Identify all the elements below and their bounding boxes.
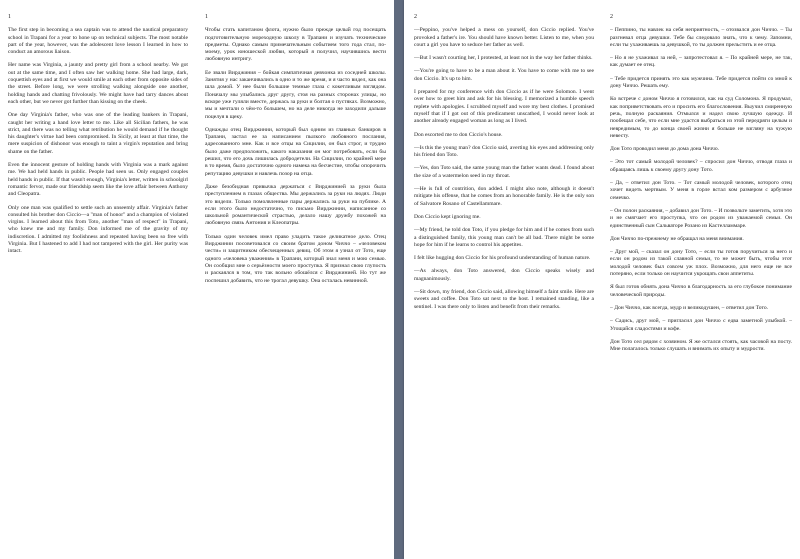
paragraph: Дон Тото сел рядом с хозяином. Я же остался стоять, как часовой на посту. Мне полагалось только слушать и внимать их опыту и мудрости. (610, 338, 792, 353)
paragraph: Don Ciccio kept ignoring me. (414, 213, 481, 220)
russian-column (610, 14, 792, 559)
english-column (414, 14, 594, 559)
page-number: 2 (610, 14, 613, 20)
document-page-1 (0, 0, 394, 559)
page-gutter (394, 0, 404, 559)
paragraph: The first step in becoming a sea captain was to attend the nautical preparatory school in Trapani for a year to hone up on technical subjects. The most notable part of the year, however, was the adolescent love lesson I learned in how to conduct an amorous liaison. (8, 27, 188, 56)
english-column (8, 14, 188, 559)
paragraph: Even the innocent gesture of holding hands with Virginia was a mark against me. We had held hands in public. People had seen us. Only engaged couples held hands in public. If that wasn't enough, Virginia's letter, written in schoolgirl romantic fervor, made our friendship seem like the love affair between Anthony and Cleopatra. (8, 162, 188, 198)
paragraph: – Друг мой, – сказал он дону Тото, – если ты готов поручиться за него и если он родом из такой славной семьи, то не может быть, чтобы этот молодой человек был совсем уж плох. Возможно, для него еще не все потеряно, если только он научится укрощать свои аппетиты. (610, 249, 792, 278)
paragraph: Only one man was qualified to settle such an unseemly affair. Virginia's father consulted his brother don Ciccio—a "man of honor" and a champion of violated virgins. I learned about this from Toto, another "man of respect" in Trapani, who knew me and my family. Don informed me of the gravity of my indiscretion. I admitted my foolishness and repeated having been so free with Virginia. But I hastened to add I had not tampered with the girl. Her purity was intact. (8, 204, 188, 255)
paragraph: Только один человек имел право уладить такое деликатное дело. Отец Вирджинии посоветовался со своим братом доном Чиччо – «человеком чести» и защитником обесчещенных девиц. Об этом я узнал от Тото, еще одного «человека уважения» в Трапани, который знал меня и мою семью. Он сообщил мне о серьёзности моего проступка. Я признал свою глупость и раскаялся в том, что так вольно обошёлся с Вирджинией. Но тут же поспешил добавить, что не трогал девушку. Она осталась невинной. (205, 233, 386, 284)
paragraph: Я был готов обнять дона Чиччо в благодарность за его глубокое понимание человеческой природы. (610, 284, 792, 298)
paragraph: —As always, don Toto answered, don Ciccio speaks wisely and magnanimously. (414, 268, 594, 282)
paragraph: —Is this the young man? don Ciccio said, averting his eyes and addressing only his friend don Toto. (414, 144, 594, 159)
paragraph: – Это тот самый молодой человек? – спросил дон Чиччо, отводя глаза и обращаясь лишь к своему другу дону Тото. (610, 159, 792, 173)
russian-column (205, 14, 386, 559)
paragraph: Her name was Virginia, a jaunty and pretty girl from a school nearby. We got out at the same time, and I often saw her walking home. She had large, dark, coquettish eyes and at first we would smile at each other from opposite sides of the street. Before long, we were strolling walking alongside one another, holding hands and chatting frivolously. We might have had tarry dances about each other, but we never got further than kissing on the cheek. (8, 62, 188, 105)
paragraph: Don escorted me to don Ciccio's house. (414, 131, 503, 138)
paragraph: – Тебе придется принять это как мужчина. Тебе придется пойти со мной к дону Чиччо. Решать ему. (610, 75, 792, 90)
paragraph: – Дон Чиччо, как всегда, мудр и великодушен, – ответил дон Тото. (610, 304, 769, 311)
paragraph: —Peppino, you've helped a mess on yourself, don Ciccio replied. You've provoked a father's ire. You should have known better. Listen to me, when you court a girl you have to seduce her father as well. (414, 27, 594, 48)
paragraph: – Садись, друг мой, – пригласил дон Чиччо с едва заметной улыбкой. – Угощайся сладостями и кофе. (610, 318, 792, 332)
page-number: 1 (8, 14, 11, 20)
paragraph: Даже безобидная привычка держаться с Вирджинией за руки была преступлением в глазах общества. Мы держались за руки на людях. Люди это видели. Только помолвленные пары держались за руки на публике. А если этого было недостаточно, то письмо Вирджинии, написанное со школьной романтической страстью, делало нашу дружбу похожей на любовную связь Антония и Клеопатры. (205, 183, 386, 227)
page-number: 1 (205, 14, 208, 20)
paragraph: —But I wasn't courting her, I protested, at least not in the way her father thinks. (414, 55, 593, 62)
paragraph: – Но я не ухаживал за ней, – запротестовал я. – По крайней мере, не так, как думает ее отец. (610, 55, 792, 69)
paragraph: —Sit down, my friend, don Ciccio said, allowing himself a faint smile. Here are sweets and coffee. Don Toto sat next to the host. I remained standing, like a sentinel. I was there only to listen and benefit from their remarks. (414, 289, 594, 310)
paragraph: Ее звали Вирджиния – бойкая симпатичная девчонка из соседней школы. Занятия у нас заканчивались в одно и то же время, и я часто видел, как она шла домой. У нее были большие темные глаза с кокетливым взглядом. Поначалу мы улыбались друг другу, стоя на разных сторонах улицы, но вскоре уже гуляли вместе, держась за руки и болтая о пустяках. Возможно, мы и мечтали о чём-то большем, но на деле никогда не заходили дальше поцелуя в щеку. (205, 69, 386, 120)
paragraph: Дон Тото проводил меня до дома дона Чиччо. (610, 146, 720, 153)
paragraph: —He is full of contrition, don added. I might also note, although it doesn't mitigate his offense, that he comes from an honorable family. He is the only son of Salvatore Rosano of Castellammare. (414, 186, 594, 207)
paragraph: Дон Чиччо по-прежнему не обращал на меня внимания. (610, 235, 744, 242)
page-number: 2 (414, 14, 417, 20)
document-page-2 (404, 0, 800, 559)
paragraph: – Пеппино, ты навлек на себя неприятность, – отозвался дон Чиччо. – Ты разгневал отца девушки. Тебе бы следовало знать, что к чему. Запомни, если ты ухаживаешь за девушкой, то ты должен прельстить и ее отца. (610, 27, 792, 48)
paragraph: —My friend, he told don Toto, if you pledge for him and if he comes from such a distinguished family, this young man can't be all bad. There might be some hope for him if he learns to control his appetites. (414, 227, 594, 248)
paragraph: Ко встрече с доном Чиччо я готовился, как на суд Соломона. Я продумал, как поприветствовать его и просить его благословения. Выучил смиренную речь, полную раскаяния. Отмылся и надел свою лучшую одежду. И пообещал себе, что если мне удастся выбраться из этой передряги целым и невредимым, то до конца своей жизни я больше не взгляну на чужую невесту. (610, 96, 792, 139)
paragraph: – Он полон раскаяния, – добавил дон Тото. – И позвольте заметить, хотя это и не смягчает его проступка, что он родом из уважаемой семьи. Он единственный сын Сальваторе Розано из Кастелламмаре. (610, 207, 792, 229)
paragraph: One day Virginia's father, who was one of the leading bankers in Trapani, caught her writing a hand love letter to me. Like all Sicilian fathers, he was strict, and there was no telling what retribution he would demand if he thought his daughter's virtue had been compromised. In Sicily, at least at that time, the mere suspicion of dishonor was enough to taint a virgin's reputation and bring shame on the father. (8, 112, 188, 155)
paragraph: I felt like hugging don Ciccio for his profound understanding of human nature. (414, 255, 591, 262)
paragraph: —Yes, don Toto said, the same young man the father wants dead. I found about the size of a watermelon seed in my throat. (414, 165, 594, 179)
paragraph: – Да, – ответил дон Тото. – Тот самый молодой человек, которого отец хочет видеть мертвым. У меня в горле встал ком размером с арбузное семечко. (610, 180, 792, 201)
paragraph: Чтобы стать капитаном флота, нужно было прежде целый год посещать подготовительную мореходную школу в Трапани и изучать технические предметы. Однако самым примечательным событием того года стал, по-моему, урок юношеской любви, который я получил, научившись вести любовную интригу. (205, 27, 386, 63)
paragraph: Однажды отец Вирджинии, который был одним из главных банкиров в Трапани, застал ее за написанием пылкого любовного послания, адресованного мне. Как и все отцы на Сицилии, он был строг, и трудно было даже предположить, какого наказания он мог потребовать, если бы решил, что его дочь лишилась добродетели. На Сицилии, по крайней мере в то время, было достаточно одного намека на бесчестие, чтобы опорочить репутацию девушки и навлечь позор на отца. (205, 126, 386, 177)
paragraph: I prepared for my conference with don Ciccio as if he were Solomon. I went over how to greet him and ask for his blessing. I memorized a humble speech replete with apologies. I scrubbed myself and wore my best clothes. I promised myself that if I got out of this predicament unscathed, I would never look at another already engaged woman as long as I lived. (414, 89, 594, 125)
paragraph: —You're going to have to be a man about it. You have to come with me to see don Ciccio. It's up to him. (414, 68, 594, 82)
